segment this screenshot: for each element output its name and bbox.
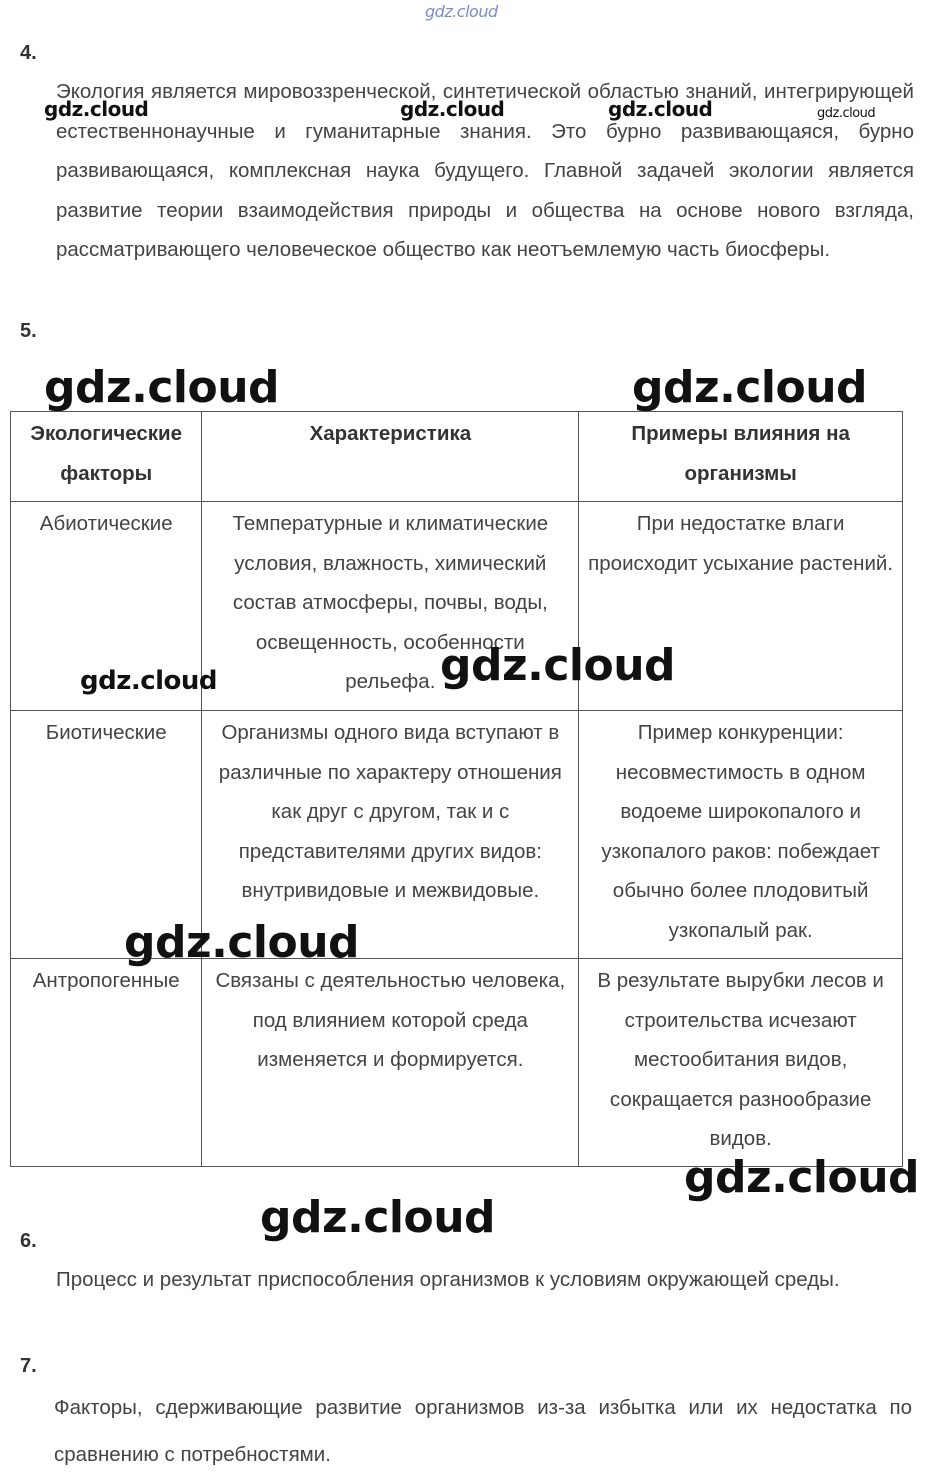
watermark: gdz.cloud xyxy=(260,1192,496,1243)
watermark: gdz.cloud xyxy=(124,917,360,968)
header-characteristic: Характеристика xyxy=(202,412,579,502)
factor-cell: Антропогенные xyxy=(11,959,202,1167)
question-number-6: 6. xyxy=(20,1230,37,1252)
question-number-5: 5. xyxy=(20,320,37,342)
table-row xyxy=(11,959,903,1167)
watermark: gdz.cloud xyxy=(400,97,505,121)
watermark: gdz.cloud xyxy=(44,97,149,121)
watermark: gdz.cloud xyxy=(44,362,280,413)
watermark: gdz.cloud xyxy=(817,106,876,121)
header-examples: Примеры влияния на организмы xyxy=(579,412,903,502)
answer-text-4: Экология является мировоззренческой, синтетической областью знаний, интегрирующей естественнонаучные и гуманитарные знания. Это бурно развивающаяся, бурно развивающаяся, комплексная наука будущего. Главной задачей экологии является развитие теории взаимодействия природы и общества на основе нового взгляда, рассматривающего человеческое общество как неотъемлемую часть биосферы. xyxy=(56,80,914,262)
characteristic-cell: Связаны с деятельностью человека, под влиянием которой среда изменяется и формируется. xyxy=(202,959,579,1167)
ecological-factors-table xyxy=(10,411,903,1167)
question-number-4: 4. xyxy=(20,42,37,64)
example-cell: Пример конкуренции: несовместимость в одном водоеме широкопалого и узкопалого раков: побеждает обычно более плодовитый узкопалый рак. xyxy=(579,711,903,959)
watermark: gdz.cloud xyxy=(608,97,713,121)
table-header-row xyxy=(11,412,903,502)
example-cell: В результате вырубки лесов и строительства исчезают местообитания видов, сокращается разнообразие видов. xyxy=(579,959,903,1167)
question-number-7: 7. xyxy=(20,1355,37,1377)
watermark: gdz.cloud xyxy=(440,640,676,691)
answer-text-6: Процесс и результат приспособления организмов к условиям окружающей среды. xyxy=(56,1268,840,1291)
factor-cell: Биотические xyxy=(11,711,202,959)
characteristic-cell: Организмы одного вида вступают в различные по характеру отношения как друг с другом, так и с представителями других видов: внутривидовые и межвидовые. xyxy=(202,711,579,959)
characteristic-cell: Температурные и климатические условия, влажность, химический состав атмосферы, почвы, воды, освещенность, особенности рельефа. xyxy=(202,502,579,711)
factor-cell: Абиотические xyxy=(11,502,202,711)
example-cell: При недостатке влаги происходит усыхание растений. xyxy=(579,502,903,711)
watermark: gdz.cloud xyxy=(80,666,218,696)
answer-text-7: Факторы, сдерживающие развитие организмов из-за избытка или их недостатка по сравнению с потребностями. xyxy=(54,1396,912,1466)
watermark: gdz.cloud xyxy=(684,1152,920,1203)
header-factors: Экологические факторы xyxy=(11,412,202,502)
watermark-top: gdz.cloud xyxy=(425,2,498,21)
watermark: gdz.cloud xyxy=(632,362,868,413)
